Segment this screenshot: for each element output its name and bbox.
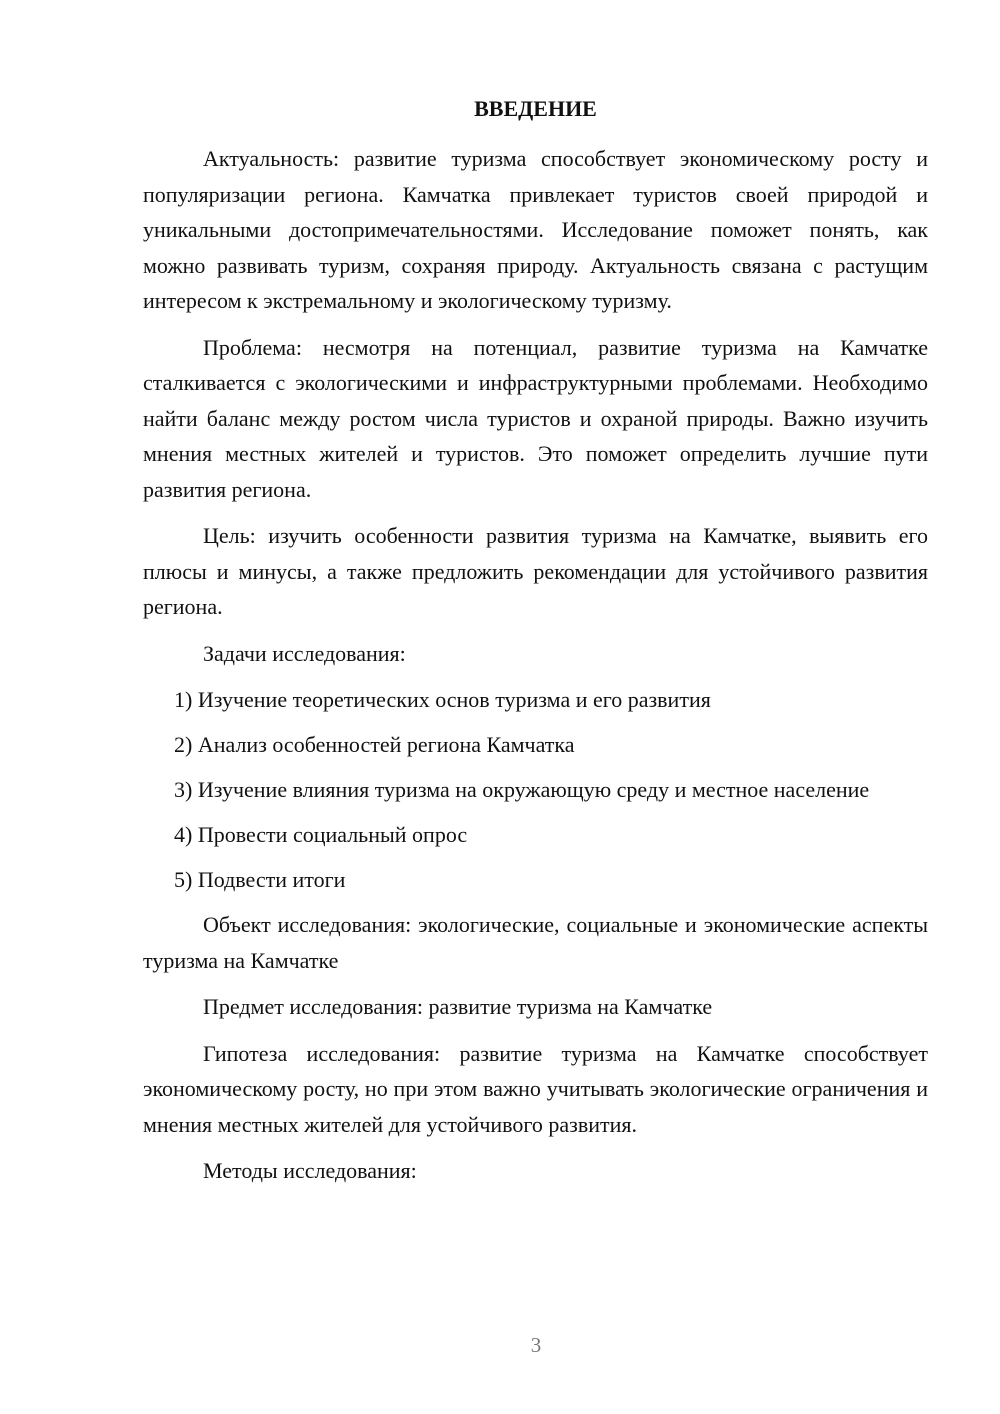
- paragraph-methods: Методы исследования:: [203, 1158, 417, 1183]
- section-heading: ВВЕДЕНИЕ: [474, 96, 597, 121]
- list-item: 4) Провести социальный опрос: [174, 822, 468, 847]
- list-item: 3) Изучение влияния туризма на окружающую среду и местное население: [174, 777, 870, 802]
- document-page: [143, 93, 928, 1200]
- list-item: 5) Подвести итоги: [174, 867, 346, 892]
- paragraph-hypothesis: Гипотеза исследования: развитие туризма на Камчатке способствует экономическому росту, но при этом важно учитывать экологические ограничения и мнения местных жителей для устойчивого развития.: [143, 1040, 928, 1137]
- list-item: 2) Анализ особенностей региона Камчатка: [174, 732, 575, 757]
- paragraph-problem: Проблема: несмотря на потенциал, развитие туризма на Камчатке сталкивается с экологическими и инфраструктурными проблемами. Необходимо найти баланс между ростом числа туристов и охраной природы. Важно изучить мнения местных жителей и туристов. Это поможет определить лучшие пути развития региона.: [143, 334, 928, 502]
- tasks-list: [143, 682, 928, 898]
- list-item: 1) Изучение теоретических основ туризма и его развития: [174, 687, 711, 712]
- paragraph-goal: Цель: изучить особенности развития туризма на Камчатке, выявить его плюсы и минусы, а также предложить рекомендации для устойчивого развития региона.: [143, 523, 928, 619]
- paragraph-tasks-intro: Задачи исследования:: [203, 640, 406, 666]
- paragraph-relevance: Актуальность: развитие туризма способствует экономическому росту и популяризации региона. Камчатка привлекает туристов своей природой и уникальными достопримечательностями. Исследование поможет понять, как можно развивать туризм, сохраняя природу. Актуальность связана с растущим интересом к экстремальному и экологическому туризму.: [143, 146, 928, 313]
- page-number: 3: [530, 1333, 542, 1357]
- paragraph-object: Объект исследования: экологические, социальные и экономические аспекты туризма на Камчатке: [143, 912, 928, 973]
- paragraph-subject: Предмет исследования: развитие туризма на Камчатке: [203, 994, 713, 1019]
